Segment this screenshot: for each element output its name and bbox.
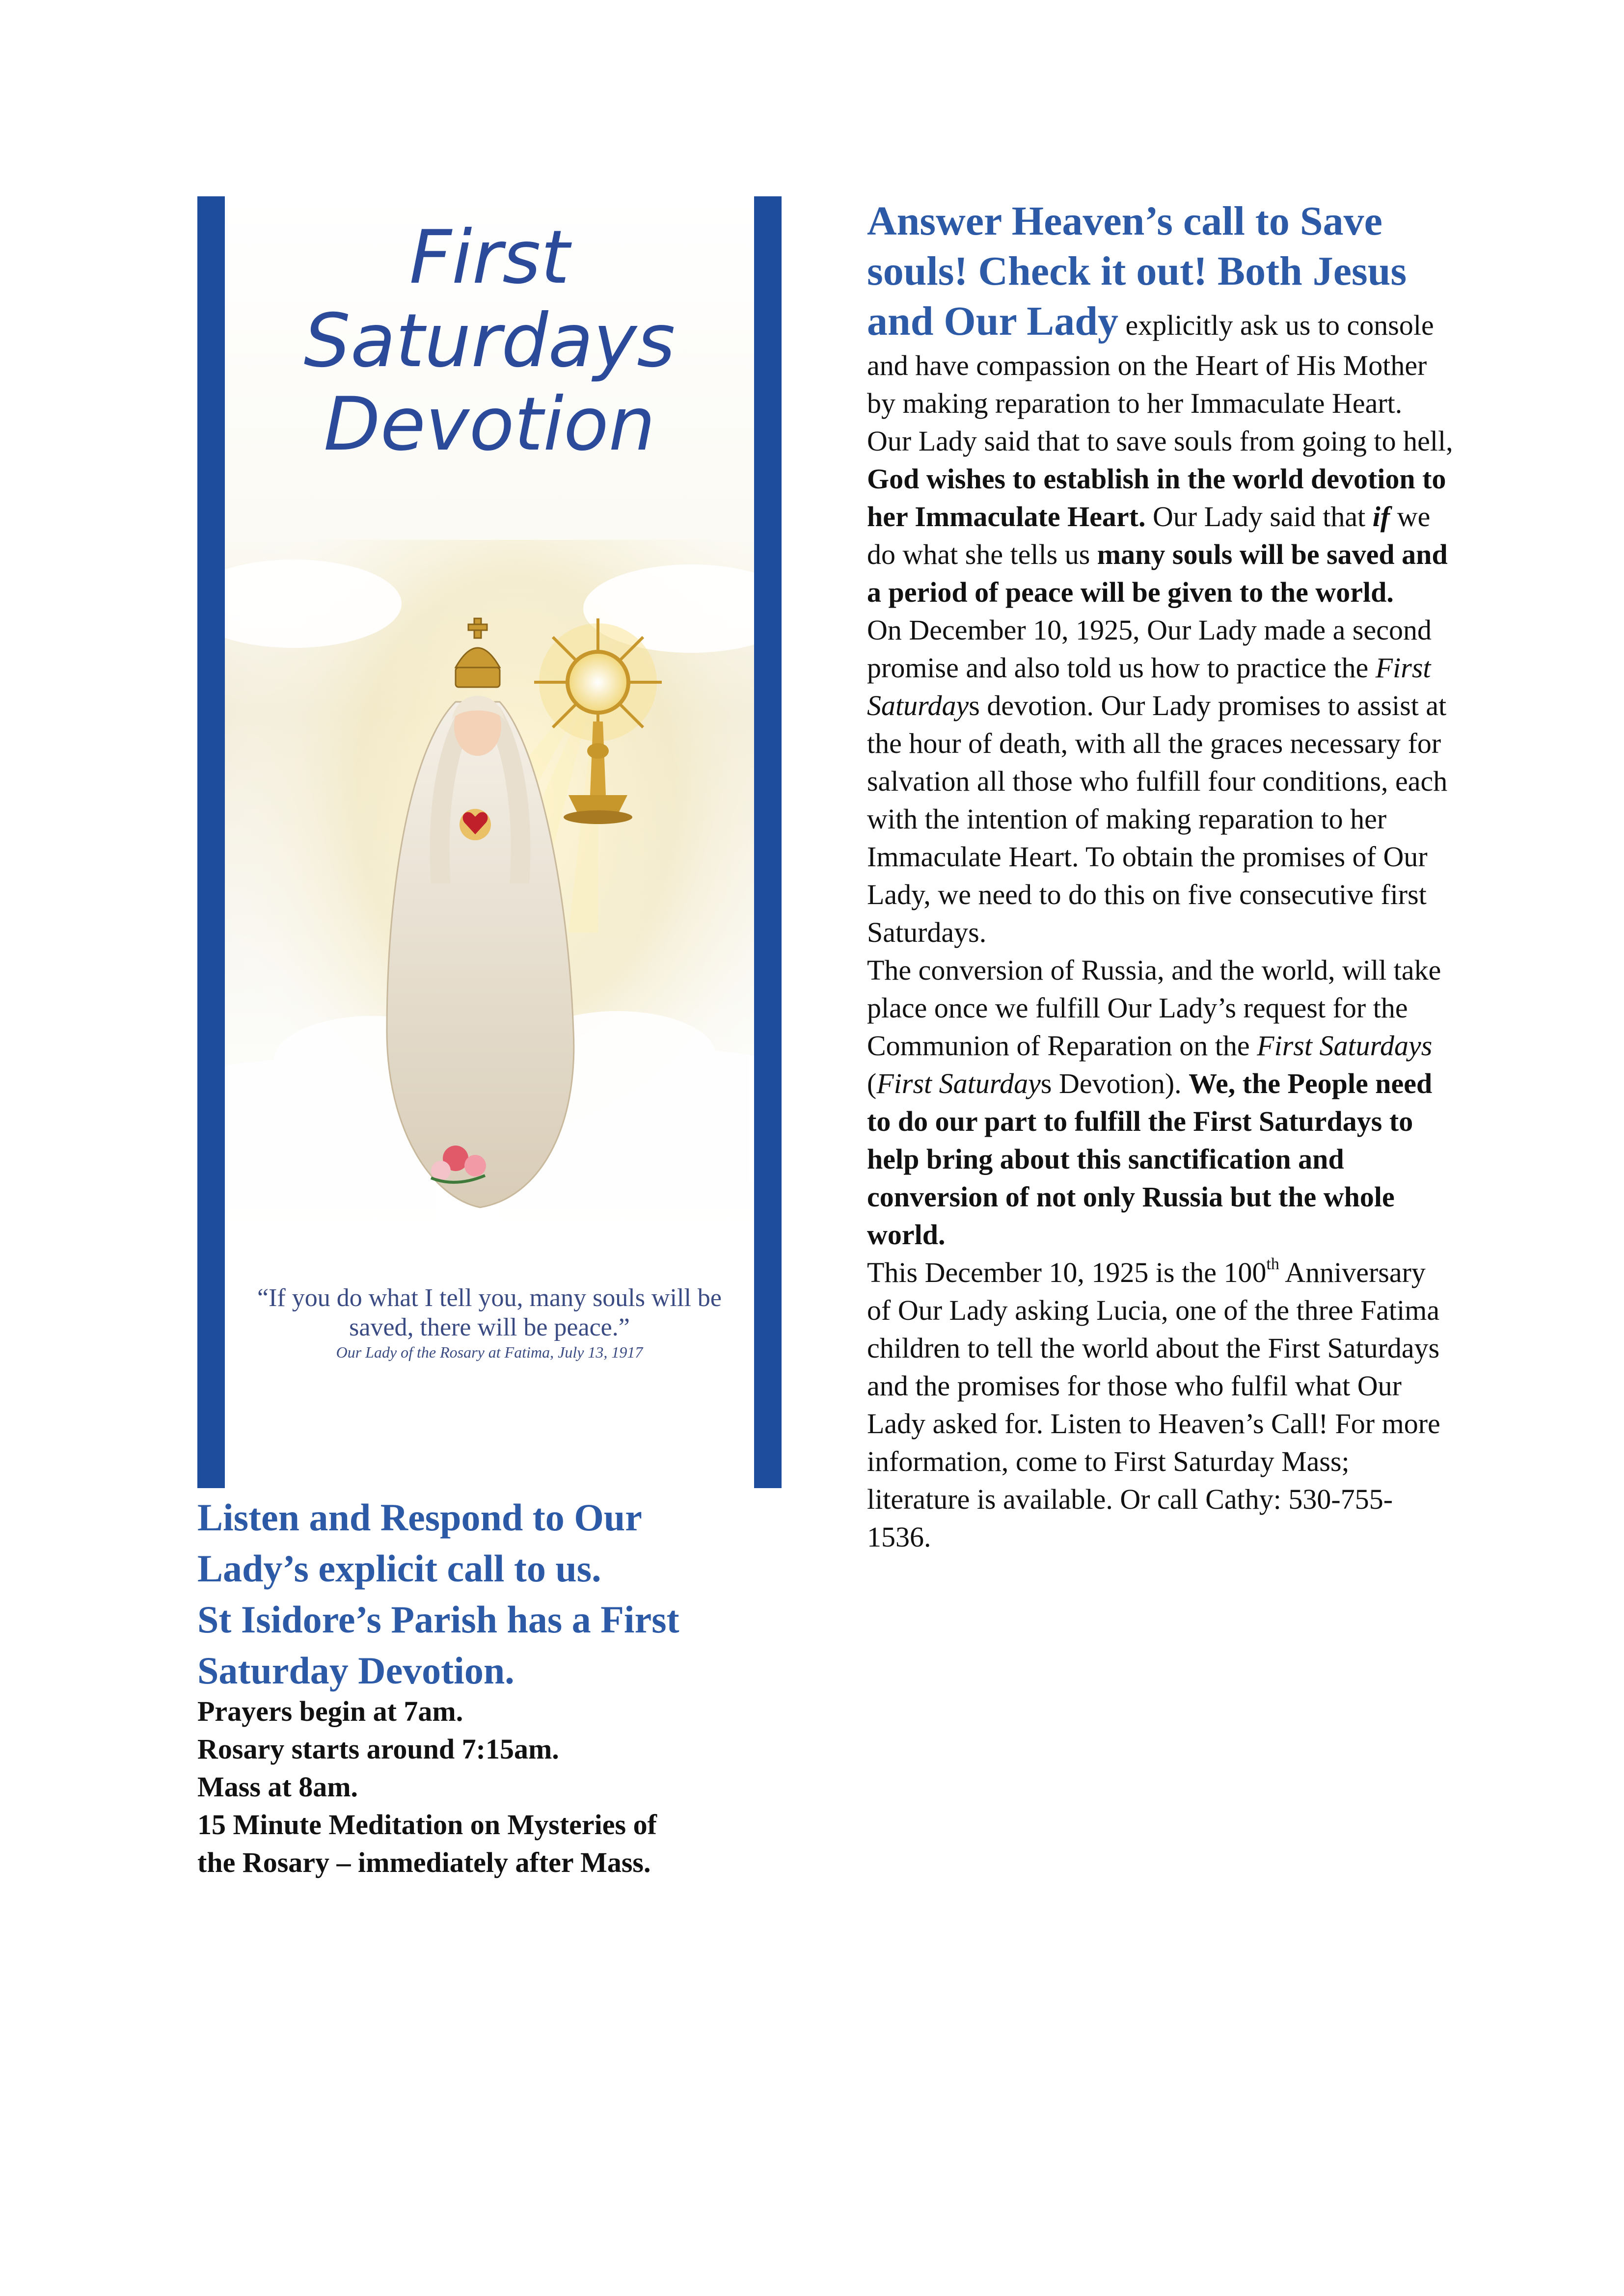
- flyer-quote-fatima-citation: Our Lady of the Rosary at Fatima, July 13, 1917: [336, 1343, 643, 1361]
- schedule-line: 15 Minute Meditation on Mysteries of: [197, 1809, 657, 1841]
- parish-heading: [197, 1492, 786, 1696]
- text-run: Our Lady said that: [1145, 501, 1373, 533]
- our-lady-of-fatima-image: [225, 540, 754, 1276]
- flyer-title-line: First: [409, 215, 570, 300]
- schedule-line: Prayers begin at 7am.: [197, 1695, 463, 1727]
- text-run-bold: We, the People need to do our part to fulfill the First Saturdays to help bring about this sanctification and conversion of not only Russia but the whole world.: [867, 1068, 1433, 1251]
- text-run: we do what she tells us: [867, 501, 1431, 570]
- parish-heading-line: Listen and Respond to Our: [197, 1496, 642, 1539]
- paragraph-second-promise: [867, 611, 1456, 951]
- intro-paragraph: [867, 196, 1456, 422]
- paragraph-anniversary: [867, 1254, 1456, 1556]
- schedule-line: the Rosary – immediately after Mass.: [197, 1846, 651, 1878]
- text-run: (: [867, 1068, 877, 1099]
- schedule-line: Mass at 8am.: [197, 1771, 358, 1803]
- text-run-italic: First Saturday: [876, 1068, 1041, 1099]
- flyer-quote-fatima: “If you do what I tell you, many souls will be saved, there will be peace.”: [257, 1284, 722, 1341]
- parish-heading-line: Saturday Devotion.: [197, 1649, 514, 1692]
- flyer-panel: [225, 196, 754, 1488]
- intro-text: explicitly ask us to console and have compassion on the Heart of His Mother by making reparation to her Immaculate Heart.: [867, 309, 1434, 419]
- text-run-bold: God wishes to establish in the world devotion to her Immaculate Heart.: [867, 463, 1446, 533]
- article-body: [867, 196, 1456, 1556]
- parish-heading-line: St Isidore’s Parish has a First: [197, 1598, 679, 1641]
- devotion-schedule: [197, 1692, 786, 1881]
- article-heading: Answer Heaven’s call to Save souls! Check it out! Both Jesus and Our Lady: [867, 198, 1407, 344]
- immaculate-heart-icon: [460, 809, 491, 840]
- text-run: s Devotion).: [1040, 1068, 1189, 1099]
- paragraph-conversion: [867, 951, 1456, 1254]
- text-run: Anniversary of Our Lady asking Lucia, one of the three Fatima children to tell the world about the First Saturdays and the promises for those who fulfil what Our Lady asked for. Listen to Heaven’s Call! For more information, come to First Saturday Mass; literature is available. Or call Cathy: 530-755-1536.: [867, 1256, 1440, 1553]
- schedule-line: Rosary starts around 7:15am.: [197, 1733, 559, 1765]
- text-run: The conversion of Russia, and the world, will take place once we fulfill Our Lady’s request for the Communion of Reparation on the: [867, 954, 1441, 1062]
- text-run-bold: many souls will be saved and a period of peace will be given to the world.: [867, 538, 1448, 608]
- text-run: On December 10, 1925, Our Lady made a second promise and also told us how to practice the: [867, 614, 1432, 684]
- flyer-title-line: Devotion: [324, 382, 655, 467]
- ordinal-suffix: th: [1266, 1255, 1279, 1273]
- text-run: s devotion. Our Lady promises to assist at the hour of death, with all the graces necessary for salvation all those who fulfill four conditions, each with the intention of making reparation to her Immaculate Heart. To obtain the promises of Our Lady, we need to do this on five consecutive first Saturdays.: [867, 690, 1448, 948]
- parish-heading-line: Lady’s explicit call to us.: [197, 1547, 601, 1590]
- text-run-italic: First Saturdays: [1257, 1030, 1433, 1062]
- flyer-title: [225, 216, 754, 466]
- text-run: Our Lady said that to save souls from going to hell,: [867, 425, 1453, 457]
- paragraph-devotion: [867, 422, 1456, 611]
- devotion-flyer: [197, 196, 782, 1488]
- text-run-italic: First Saturday: [867, 652, 1431, 721]
- flyer-title-line: Saturdays: [303, 298, 676, 384]
- text-run: This December 10, 1925 is the 100: [867, 1256, 1267, 1288]
- text-run-bold-italic: if: [1372, 501, 1390, 533]
